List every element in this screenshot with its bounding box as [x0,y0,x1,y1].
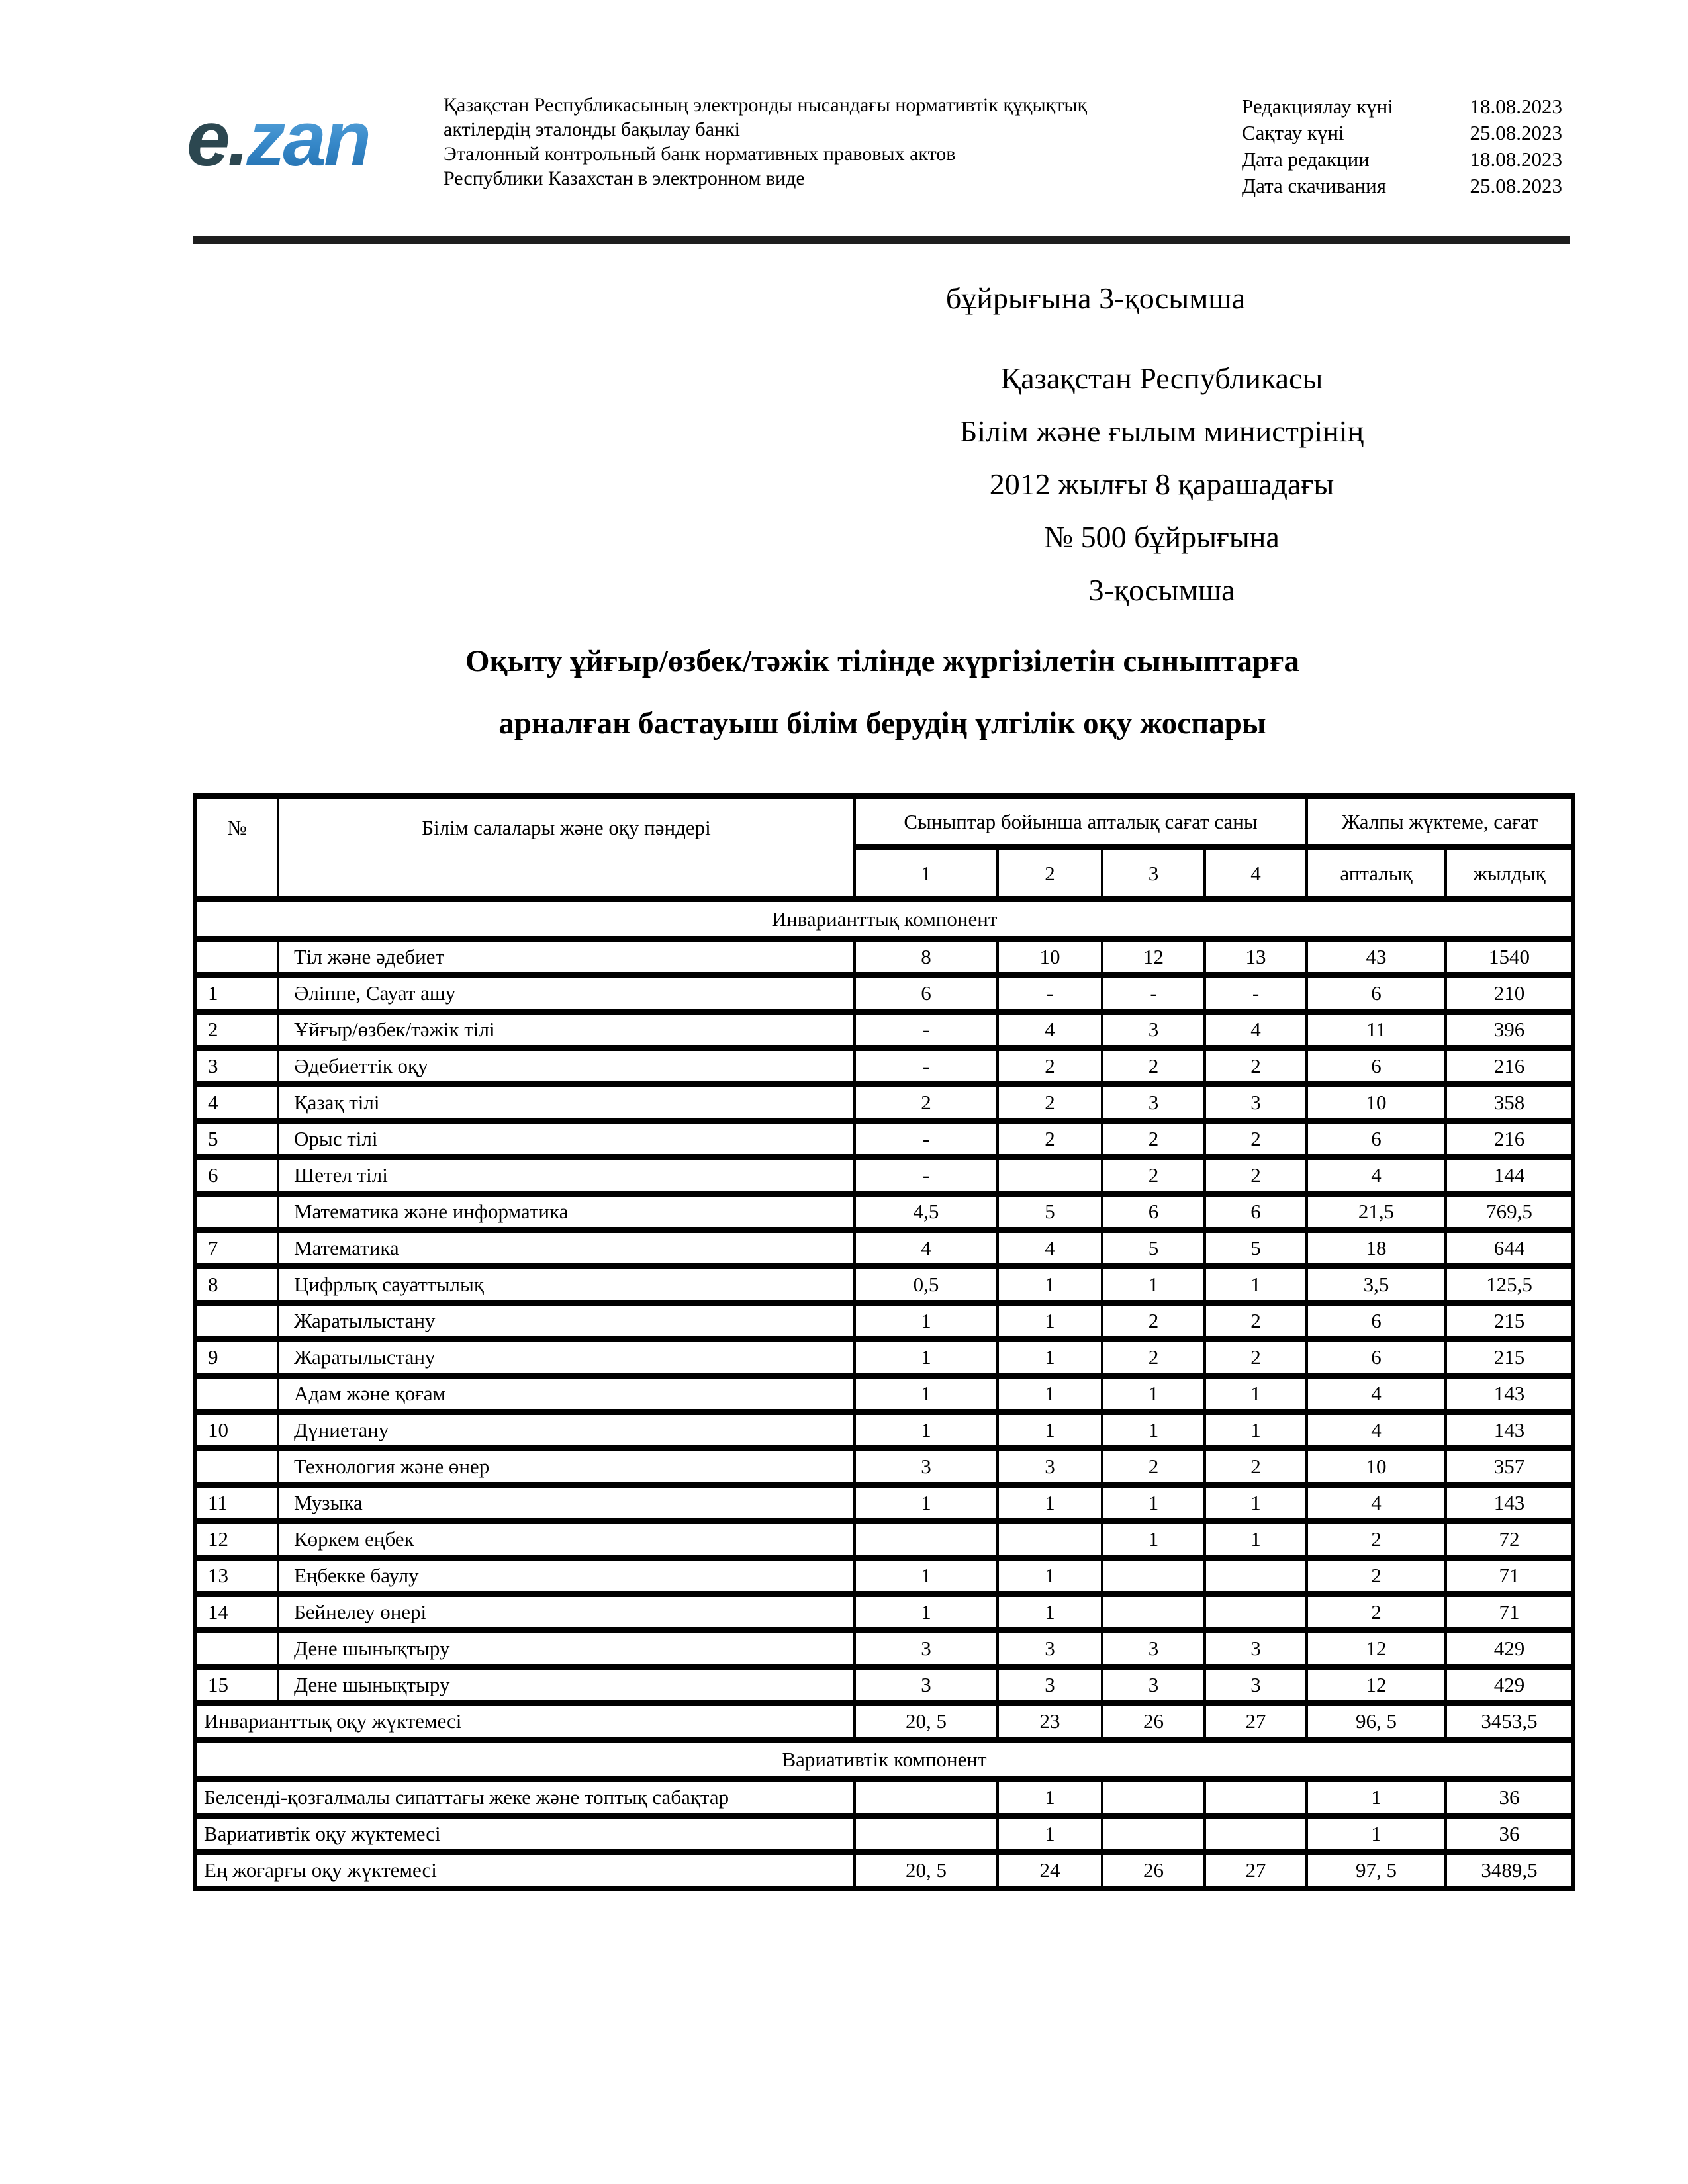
value-cell: 4 [1307,1376,1446,1412]
value-cell: 6 [1307,1303,1446,1340]
row-number-cell [195,1194,278,1230]
value-cell: 1 [998,1816,1102,1852]
table-row [195,939,1573,976]
value-cell: - [855,1158,998,1194]
subject-cell: Әдебиеттік оқу [278,1048,855,1085]
value-cell: 644 [1446,1230,1573,1267]
table-header-row [195,796,1573,848]
value-cell: 210 [1446,976,1573,1012]
row-number-cell [195,939,278,976]
value-cell: 1 [1102,1267,1205,1303]
value-cell: 2 [1205,1303,1307,1340]
row-number-cell: 2 [195,1012,278,1048]
value-cell: 1 [855,1412,998,1449]
load-column-label: апталық [1307,848,1446,899]
value-cell: 3 [1205,1667,1307,1704]
value-cell: 2 [1102,1303,1205,1340]
value-cell: 216 [1446,1121,1573,1158]
load-column-label: жылдық [1446,848,1573,899]
value-cell: 2 [1102,1449,1205,1485]
row-number-cell [195,1376,278,1412]
row-number-cell: 3 [195,1048,278,1085]
row-number-cell: 1 [195,976,278,1012]
classes-group-header: Сыныптар бойынша апталық сағат саны [855,796,1307,848]
value-cell: 3 [855,1631,998,1667]
table-row [195,1121,1573,1158]
value-cell: - [855,1121,998,1158]
total-group-header: Жалпы жүктеме, сағат [1307,796,1573,848]
table-row [195,1449,1573,1485]
total-label-cell: Вариативтік оқу жүктемесі [195,1816,855,1852]
class-column-label: 3 [1102,848,1205,899]
subject-cell: Дене шынықтыру [278,1667,855,1704]
value-cell: 2 [1205,1158,1307,1194]
subject-cell: Жаратылыстану [278,1303,855,1340]
value-cell: 125,5 [1446,1267,1573,1303]
total-label-cell: Ең жоғарғы оқу жүктемесі [195,1852,855,1889]
value-cell: 1 [1205,1522,1307,1558]
value-cell: 1 [1102,1412,1205,1449]
value-cell: 71 [1446,1594,1573,1631]
subject-cell: Математика [278,1230,855,1267]
date-label: Дата редакции [1242,148,1370,171]
value-cell: 1 [998,1780,1102,1816]
subject-cell: Әліппе, Сауат ашу [278,976,855,1012]
value-cell: 3 [998,1449,1102,1485]
value-cell: 6 [1307,1048,1446,1085]
section-row [195,899,1573,939]
value-cell: 358 [1446,1085,1573,1121]
value-cell: 3 [998,1667,1102,1704]
logo-text-dark: e. [187,95,247,183]
value-cell: 4 [1307,1485,1446,1522]
value-cell: 2 [1205,1048,1307,1085]
value-cell: 1 [998,1376,1102,1412]
total-row [195,1852,1573,1889]
section-label: Инварианттық компонент [195,899,1573,939]
value-cell: 71 [1446,1558,1573,1594]
value-cell: 4 [998,1230,1102,1267]
value-cell: 2 [1307,1558,1446,1594]
date-value: 25.08.2023 [1470,121,1562,144]
value-cell: 5 [1205,1230,1307,1267]
value-cell: 2 [998,1048,1102,1085]
table-row [195,1340,1573,1376]
value-cell: 3 [855,1667,998,1704]
title-line: арналған бастауыш білім берудің үлгілік оқу жоспары [498,706,1266,741]
value-cell: 2 [998,1121,1102,1158]
table-row [195,1267,1573,1303]
value-cell: 12 [1307,1631,1446,1667]
table-row [195,1158,1573,1194]
value-cell: 215 [1446,1340,1573,1376]
bank-line: актілердің эталонды бақылау банкі [444,118,740,140]
date-label: Сақтау күні [1242,121,1344,144]
value-cell: 143 [1446,1376,1573,1412]
value-cell: - [855,1048,998,1085]
value-cell: 6 [1307,1121,1446,1158]
value-cell: 2 [1102,1121,1205,1158]
subject-cell: Еңбекке баулу [278,1558,855,1594]
value-cell: 769,5 [1446,1194,1573,1230]
value-cell: 21,5 [1307,1194,1446,1230]
value-cell [998,1522,1102,1558]
table-row [195,1048,1573,1085]
value-cell: 429 [1446,1667,1573,1704]
value-cell: 6 [1102,1194,1205,1230]
value-cell: 3,5 [1307,1267,1446,1303]
value-cell: 10 [1307,1449,1446,1485]
value-cell: 18 [1307,1230,1446,1267]
value-cell: 396 [1446,1012,1573,1048]
value-cell: 5 [1102,1230,1205,1267]
value-cell: 1 [1205,1485,1307,1522]
table-row [195,1522,1573,1558]
total-row [195,1780,1573,1816]
value-cell: 1 [998,1267,1102,1303]
row-number-cell: 14 [195,1594,278,1631]
value-cell: 36 [1446,1816,1573,1852]
value-cell: 1 [855,1376,998,1412]
table-row [195,976,1573,1012]
value-cell: 143 [1446,1485,1573,1522]
table-row [195,1376,1573,1412]
value-cell: 3 [1205,1631,1307,1667]
dates-panel [1242,93,1562,199]
value-cell: 24 [998,1852,1102,1889]
row-number-cell: 11 [195,1485,278,1522]
value-cell: 97, 5 [1307,1852,1446,1889]
row-number-cell: 5 [195,1121,278,1158]
value-cell: 4 [855,1230,998,1267]
value-cell: 1 [855,1303,998,1340]
value-cell: 12 [1102,939,1205,976]
appendix-line: Қазақстан Республикасы [1000,361,1323,395]
appendix-block [897,352,1427,617]
date-row [1242,120,1562,146]
value-cell: 1 [1102,1522,1205,1558]
bank-description [444,93,1211,191]
subject-cell: Тіл және әдебиет [278,939,855,976]
value-cell [1102,1558,1205,1594]
value-cell: 1 [1205,1376,1307,1412]
value-cell: 216 [1446,1048,1573,1085]
table-row [195,1012,1573,1048]
value-cell [1102,1594,1205,1631]
value-cell: 1 [998,1340,1102,1376]
value-cell [855,1816,998,1852]
value-cell: 26 [1102,1852,1205,1889]
subject-cell: Музыка [278,1485,855,1522]
value-cell: 1 [1102,1376,1205,1412]
value-cell: 3489,5 [1446,1852,1573,1889]
value-cell [855,1780,998,1816]
value-cell: 1540 [1446,939,1573,976]
row-number-cell: 13 [195,1558,278,1594]
value-cell: 2 [1307,1522,1446,1558]
table-row [195,1230,1573,1267]
value-cell [1205,1594,1307,1631]
subject-cell: Адам және қоғам [278,1376,855,1412]
value-cell [855,1522,998,1558]
value-cell: 5 [998,1194,1102,1230]
value-cell: 0,5 [855,1267,998,1303]
value-cell: 1 [855,1340,998,1376]
date-label: Дата скачивания [1242,174,1387,197]
value-cell: 3 [1102,1085,1205,1121]
value-cell [1102,1816,1205,1852]
subject-cell: Технология және өнер [278,1449,855,1485]
subject-cell: Математика және информатика [278,1194,855,1230]
row-number-cell: 8 [195,1267,278,1303]
value-cell: 13 [1205,939,1307,976]
curriculum-table [193,793,1575,1891]
value-cell: 2 [1205,1121,1307,1158]
value-cell: 2 [1102,1340,1205,1376]
class-column-label: 1 [855,848,998,899]
value-cell: 1 [855,1485,998,1522]
value-cell: 3 [1102,1667,1205,1704]
value-cell: 2 [1307,1594,1446,1631]
date-row [1242,146,1562,173]
total-row [195,1704,1573,1740]
value-cell [998,1158,1102,1194]
col-number-header: № [195,796,278,899]
value-cell: 4 [1205,1012,1307,1048]
subject-cell: Бейнелеу өнері [278,1594,855,1631]
appendix-intro: бұйрығына 3-қосымша [945,281,1246,315]
table-row [195,1558,1573,1594]
value-cell: 429 [1446,1631,1573,1667]
date-value: 25.08.2023 [1470,174,1562,197]
value-cell: 3 [855,1449,998,1485]
value-cell: 72 [1446,1522,1573,1558]
value-cell: 2 [998,1085,1102,1121]
value-cell: 3 [998,1631,1102,1667]
value-cell: 3 [1102,1631,1205,1667]
ezan-logo [187,97,369,183]
value-cell: 357 [1446,1449,1573,1485]
bank-line: Эталонный контрольный банк нормативных правовых актов [444,143,956,165]
header-divider [193,236,1570,244]
date-row [1242,93,1562,120]
date-label: Редакциялау күні [1242,95,1393,118]
value-cell: 6 [855,976,998,1012]
value-cell: 6 [1307,1340,1446,1376]
table-row [195,1631,1573,1667]
date-value: 18.08.2023 [1470,148,1562,171]
table-row [195,1303,1573,1340]
row-number-cell [195,1631,278,1667]
subject-cell: Цифрлық сауаттылық [278,1267,855,1303]
value-cell: 10 [1307,1085,1446,1121]
value-cell: 3 [1205,1085,1307,1121]
section-label: Вариативтік компонент [195,1740,1573,1780]
value-cell: 26 [1102,1704,1205,1740]
value-cell: 20, 5 [855,1852,998,1889]
subject-cell: Жаратылыстану [278,1340,855,1376]
subject-cell: Қазақ тілі [278,1085,855,1121]
bank-line: Республики Казахстан в электронном виде [444,167,805,189]
value-cell: 27 [1205,1852,1307,1889]
row-number-cell [195,1449,278,1485]
date-value: 18.08.2023 [1470,95,1562,118]
value-cell: 4 [1307,1158,1446,1194]
value-cell: 4,5 [855,1194,998,1230]
row-number-cell: 12 [195,1522,278,1558]
value-cell: 20, 5 [855,1704,998,1740]
document-title [193,630,1571,754]
value-cell: - [998,976,1102,1012]
subject-cell: Орыс тілі [278,1121,855,1158]
value-cell: 6 [1205,1194,1307,1230]
value-cell: 1 [855,1558,998,1594]
value-cell: - [1205,976,1307,1012]
value-cell [1205,1780,1307,1816]
value-cell: 96, 5 [1307,1704,1446,1740]
value-cell: 2 [1102,1048,1205,1085]
row-number-cell: 15 [195,1667,278,1704]
table-row [195,1412,1573,1449]
row-number-cell: 4 [195,1085,278,1121]
value-cell: 6 [1307,976,1446,1012]
row-number-cell: 7 [195,1230,278,1267]
value-cell: 11 [1307,1012,1446,1048]
value-cell: - [855,1012,998,1048]
table-row [195,1667,1573,1704]
logo-text-blue: zan [246,95,369,183]
value-cell: 23 [998,1704,1102,1740]
table-row [195,1594,1573,1631]
value-cell: 8 [855,939,998,976]
row-number-cell: 6 [195,1158,278,1194]
value-cell: 2 [1205,1449,1307,1485]
value-cell: 43 [1307,939,1446,976]
title-line: Оқыту ұйғыр/өзбек/тәжік тілінде жүргізілетін сыныптарға [465,644,1299,678]
value-cell: 1 [1205,1412,1307,1449]
subject-cell: Ұйғыр/өзбек/тәжік тілі [278,1012,855,1048]
value-cell: - [1102,976,1205,1012]
curriculum-table-body [195,899,1573,1889]
value-cell: 1 [1307,1780,1446,1816]
row-number-cell [195,1303,278,1340]
total-label-cell: Инварианттық оқу жүктемесі [195,1704,855,1740]
class-column-label: 2 [998,848,1102,899]
subject-cell: Дене шынықтыру [278,1631,855,1667]
total-label-cell: Белсенді-қозғалмалы сипаттағы жеке және топтық сабақтар [195,1780,855,1816]
value-cell: 143 [1446,1412,1573,1449]
value-cell: 1 [998,1303,1102,1340]
appendix-line: Білім және ғылым министрінің [959,414,1364,448]
value-cell: 1 [855,1594,998,1631]
value-cell [1205,1816,1307,1852]
value-cell: 12 [1307,1667,1446,1704]
value-cell: 1 [998,1485,1102,1522]
table-row [195,1085,1573,1121]
row-number-cell: 9 [195,1340,278,1376]
value-cell: 1 [998,1412,1102,1449]
section-row [195,1740,1573,1780]
value-cell [1205,1558,1307,1594]
value-cell: 1 [998,1594,1102,1631]
date-row [1242,173,1562,199]
appendix-line: 3-қосымша [1088,573,1235,607]
value-cell: 3453,5 [1446,1704,1573,1740]
appendix-line: 2012 жылғы 8 қарашадағы [989,467,1335,501]
col-subject-header: Білім салалары және оқу пәндері [278,796,855,899]
bank-line: Қазақстан Республикасының электронды нысандағы нормативтік құқықтық [444,94,1088,116]
total-row [195,1816,1573,1852]
value-cell: 1 [1205,1267,1307,1303]
value-cell: 36 [1446,1780,1573,1816]
class-column-label: 4 [1205,848,1307,899]
row-number-cell: 10 [195,1412,278,1449]
value-cell: 2 [1205,1340,1307,1376]
value-cell: 10 [998,939,1102,976]
value-cell: 3 [1102,1012,1205,1048]
value-cell: 1 [998,1558,1102,1594]
subject-cell: Дүниетану [278,1412,855,1449]
table-row [195,1194,1573,1230]
value-cell: 1 [1102,1485,1205,1522]
value-cell: 215 [1446,1303,1573,1340]
value-cell: 1 [1307,1816,1446,1852]
subject-cell: Көркем еңбек [278,1522,855,1558]
subject-cell: Шетел тілі [278,1158,855,1194]
value-cell: 144 [1446,1158,1573,1194]
value-cell: 2 [855,1085,998,1121]
value-cell: 4 [1307,1412,1446,1449]
value-cell: 2 [1102,1158,1205,1194]
value-cell [1102,1780,1205,1816]
value-cell: 27 [1205,1704,1307,1740]
value-cell: 4 [998,1012,1102,1048]
appendix-line: № 500 бұйрығына [1044,520,1280,554]
table-row [195,1485,1573,1522]
